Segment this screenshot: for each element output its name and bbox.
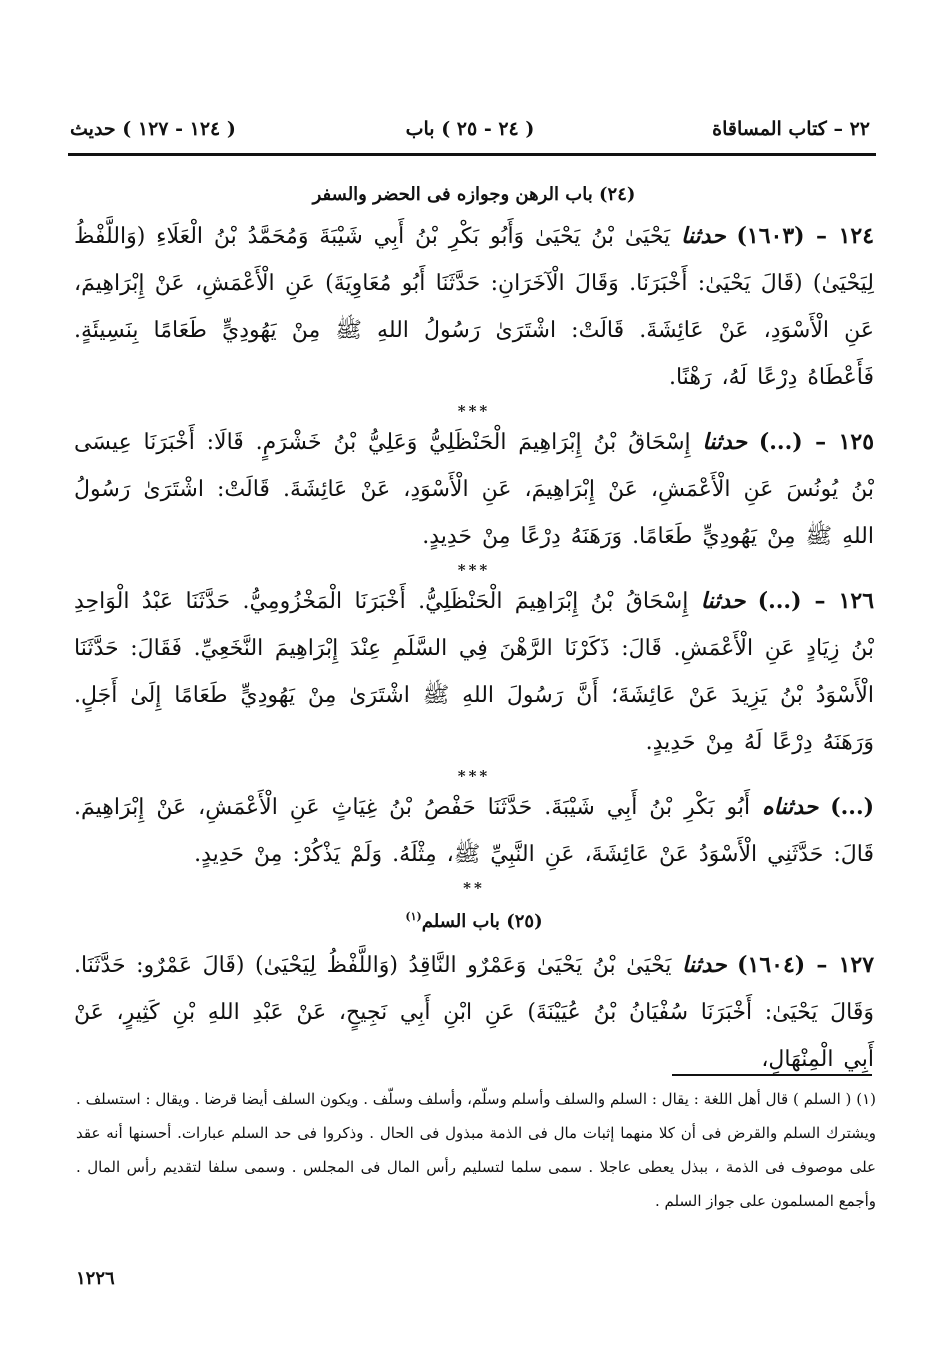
hadith-number: ١٢٤ – (١٦٠٣) — [736, 223, 875, 249]
hadith-127 — [74, 942, 874, 1083]
page-number: ١٢٢٦ — [76, 1268, 115, 1289]
footnote-rule — [672, 1074, 872, 1076]
separator-stars: *** — [457, 561, 491, 579]
hadith-number: ١٢٦ – (...) — [757, 588, 875, 614]
hadith-number: ١٢٥ – (...) — [758, 429, 875, 455]
footnote-marker: (١) — [405, 910, 422, 923]
hadith-text: إِسْحَاقُ بْنُ إِبْرَاهِيمَ الْحَنْظَلِيُّ وَعَلِيُّ بْنُ خَشْرَمٍ. قَالَا: أَخْبَرَنَا عِيسَى بْنُ يُونُسَ عَنِ الْأَعْمَشِ، عَنْ إِبْرَاهِيمَ، عَنِ الْأَسْوَدِ، عَنْ عَائِشَةَ. قَالَتْ: اشْتَرَىٰ رَسُولُ اللهِ ﷺ مِنْ يَهُودِيٍّ طَعَامًا. وَرَهَنَهُ دِرْعًا مِنْ حَدِيدٍ. — [74, 430, 874, 549]
main-text — [74, 176, 874, 1083]
hadith-126-variant — [74, 784, 874, 878]
hadith-126 — [74, 578, 874, 766]
footnote: (١) ( السلم ) قال أهل اللغة : يقال : السلم والسلف وأسلم وسلّم، وأسلف وسلّف . ويكون السلف أيضا قرضا . ويقال : استسلف . ويشترك السلم والقرض فى أن كلا منهما إثبات مال فى الذمة مبذول فى الحال . وذكروا فى حد السلم عبارات. أحسنها أنه عقد على موصوف فى الذمة ، ببذل يعطى عاجلا . سمى سلما لتسليم رأس المال فى المجلس . وسمى سلفا لتقديم رأس المال . وأجمع المسلمون على جواز السلم . — [76, 1090, 876, 1210]
separator-stars: ** — [463, 879, 485, 897]
running-header — [70, 118, 870, 152]
hadith-opening: حدثنا — [700, 588, 746, 614]
hadith-124 — [74, 213, 874, 401]
chapter-heading-24: (٢٤) باب الرهن وجوازه فى الحضر والسفر — [312, 184, 636, 205]
separator-stars: *** — [457, 402, 491, 420]
hadith-opening: حدثنا — [681, 223, 726, 249]
chapter-title: (٢٥) باب السلم — [421, 911, 543, 932]
separator-stars: *** — [457, 767, 491, 785]
header-hadith-range: ( ١٢٤ - ١٢٧ ) حديث — [70, 118, 236, 140]
hadith-text: يَحْيَىٰ بْنُ يَحْيَىٰ وَعَمْرٌو النَّاقِدُ (وَاللَّفْظُ لِيَحْيَىٰ) (قَالَ عَمْرٌو: حَدَّثَنَا. وَقَالَ يَحْيَىٰ: أَخْبَرَنَا سُفْيَانُ بْنُ عُيَيْنَةَ) عَنِ ابْنِ أَبِي نَجِيحٍ، عَنْ عَبْدِ اللهِ بْنِ كَثِيرٍ، عَنْ أَبِي الْمِنْهَالِ، — [74, 953, 874, 1072]
hadith-number: ١٢٧ – (١٦٠٤) — [737, 952, 875, 978]
hadith-text: إِسْحَاقُ بْنُ إِبْرَاهِيمَ الْحَنْظَلِيُّ. أَخْبَرَنَا الْمَخْزُومِيُّ. حَدَّثَنَا عَبْدُ الْوَاحِدِ بْنُ زِيَادٍ عَنِ الْأَعْمَشِ. قَالَ: ذَكَرْنَا الرَّهْنَ فِي السَّلَمِ عِنْدَ إِبْرَاهِيمَ النَّخَعِيِّ. فَقَالَ: حَدَّثَنَا الْأَسْوَدُ بْنُ يَزِيدَ عَنْ عَائِشَةَ؛ أَنَّ رَسُولَ اللهِ ﷺ اشْتَرَىٰ مِنْ يَهُودِيٍّ طَعَامًا إِلَىٰ أَجَلٍ. وَرَهَنَهُ دِرْعًا لَهُ مِنْ حَدِيدٍ. — [74, 589, 874, 755]
hadith-opening: حدثنا — [681, 952, 727, 978]
hadith-opening: حدثناه — [762, 794, 819, 820]
header-book-title: ٢٢ – كتاب المساقاة — [712, 118, 870, 140]
hadith-number: (...) — [830, 794, 875, 820]
chapter-heading-25 — [74, 910, 874, 932]
header-chapter-range: ( ٢٤ - ٢٥ ) باب — [405, 118, 535, 140]
hadith-text: يَحْيَىٰ بْنُ يَحْيَىٰ وَأَبُو بَكْرِ بْنُ أَبِي شَيْبَةَ وَمُحَمَّدُ بْنُ الْعَلَاءِ (وَاللَّفْظُ لِيَحْيَىٰ) (قَالَ يَحْيَىٰ: أَخْبَرَنَا. وَقَالَ الْآخَرَانِ: حَدَّثَنَا أَبُو مُعَاوِيَةَ) عَنِ الْأَعْمَشِ، عَنْ إِبْرَاهِيمَ، عَنِ الْأَسْوَدِ، عَنْ عَائِشَةَ. قَالَتْ: اشْتَرَىٰ رَسُولُ اللهِ ﷺ مِنْ يَهُودِيٍّ طَعَامًا بِنَسِيئَةٍ. فَأَعْطَاهُ دِرْعًا لَهُ، رَهْنًا. — [74, 224, 874, 390]
hadith-opening: حدثنا — [702, 429, 748, 455]
hadith-125 — [74, 419, 874, 560]
header-rule — [68, 153, 876, 156]
hadith-text: أَبُو بَكْرِ بْنُ أَبِي شَيْبَةَ. حَدَّثَنَا حَفْصُ بْنُ غِيَاثٍ عَنِ الْأَعْمَشِ، عَنْ إِبْرَاهِيمَ. قَالَ: حَدَّثَنِي الْأَسْوَدُ عَنْ عَائِشَةَ، عَنِ النَّبِيِّ ﷺ، مِثْلَهُ. وَلَمْ يَذْكُرْ: مِنْ حَدِيدٍ. — [74, 795, 874, 867]
